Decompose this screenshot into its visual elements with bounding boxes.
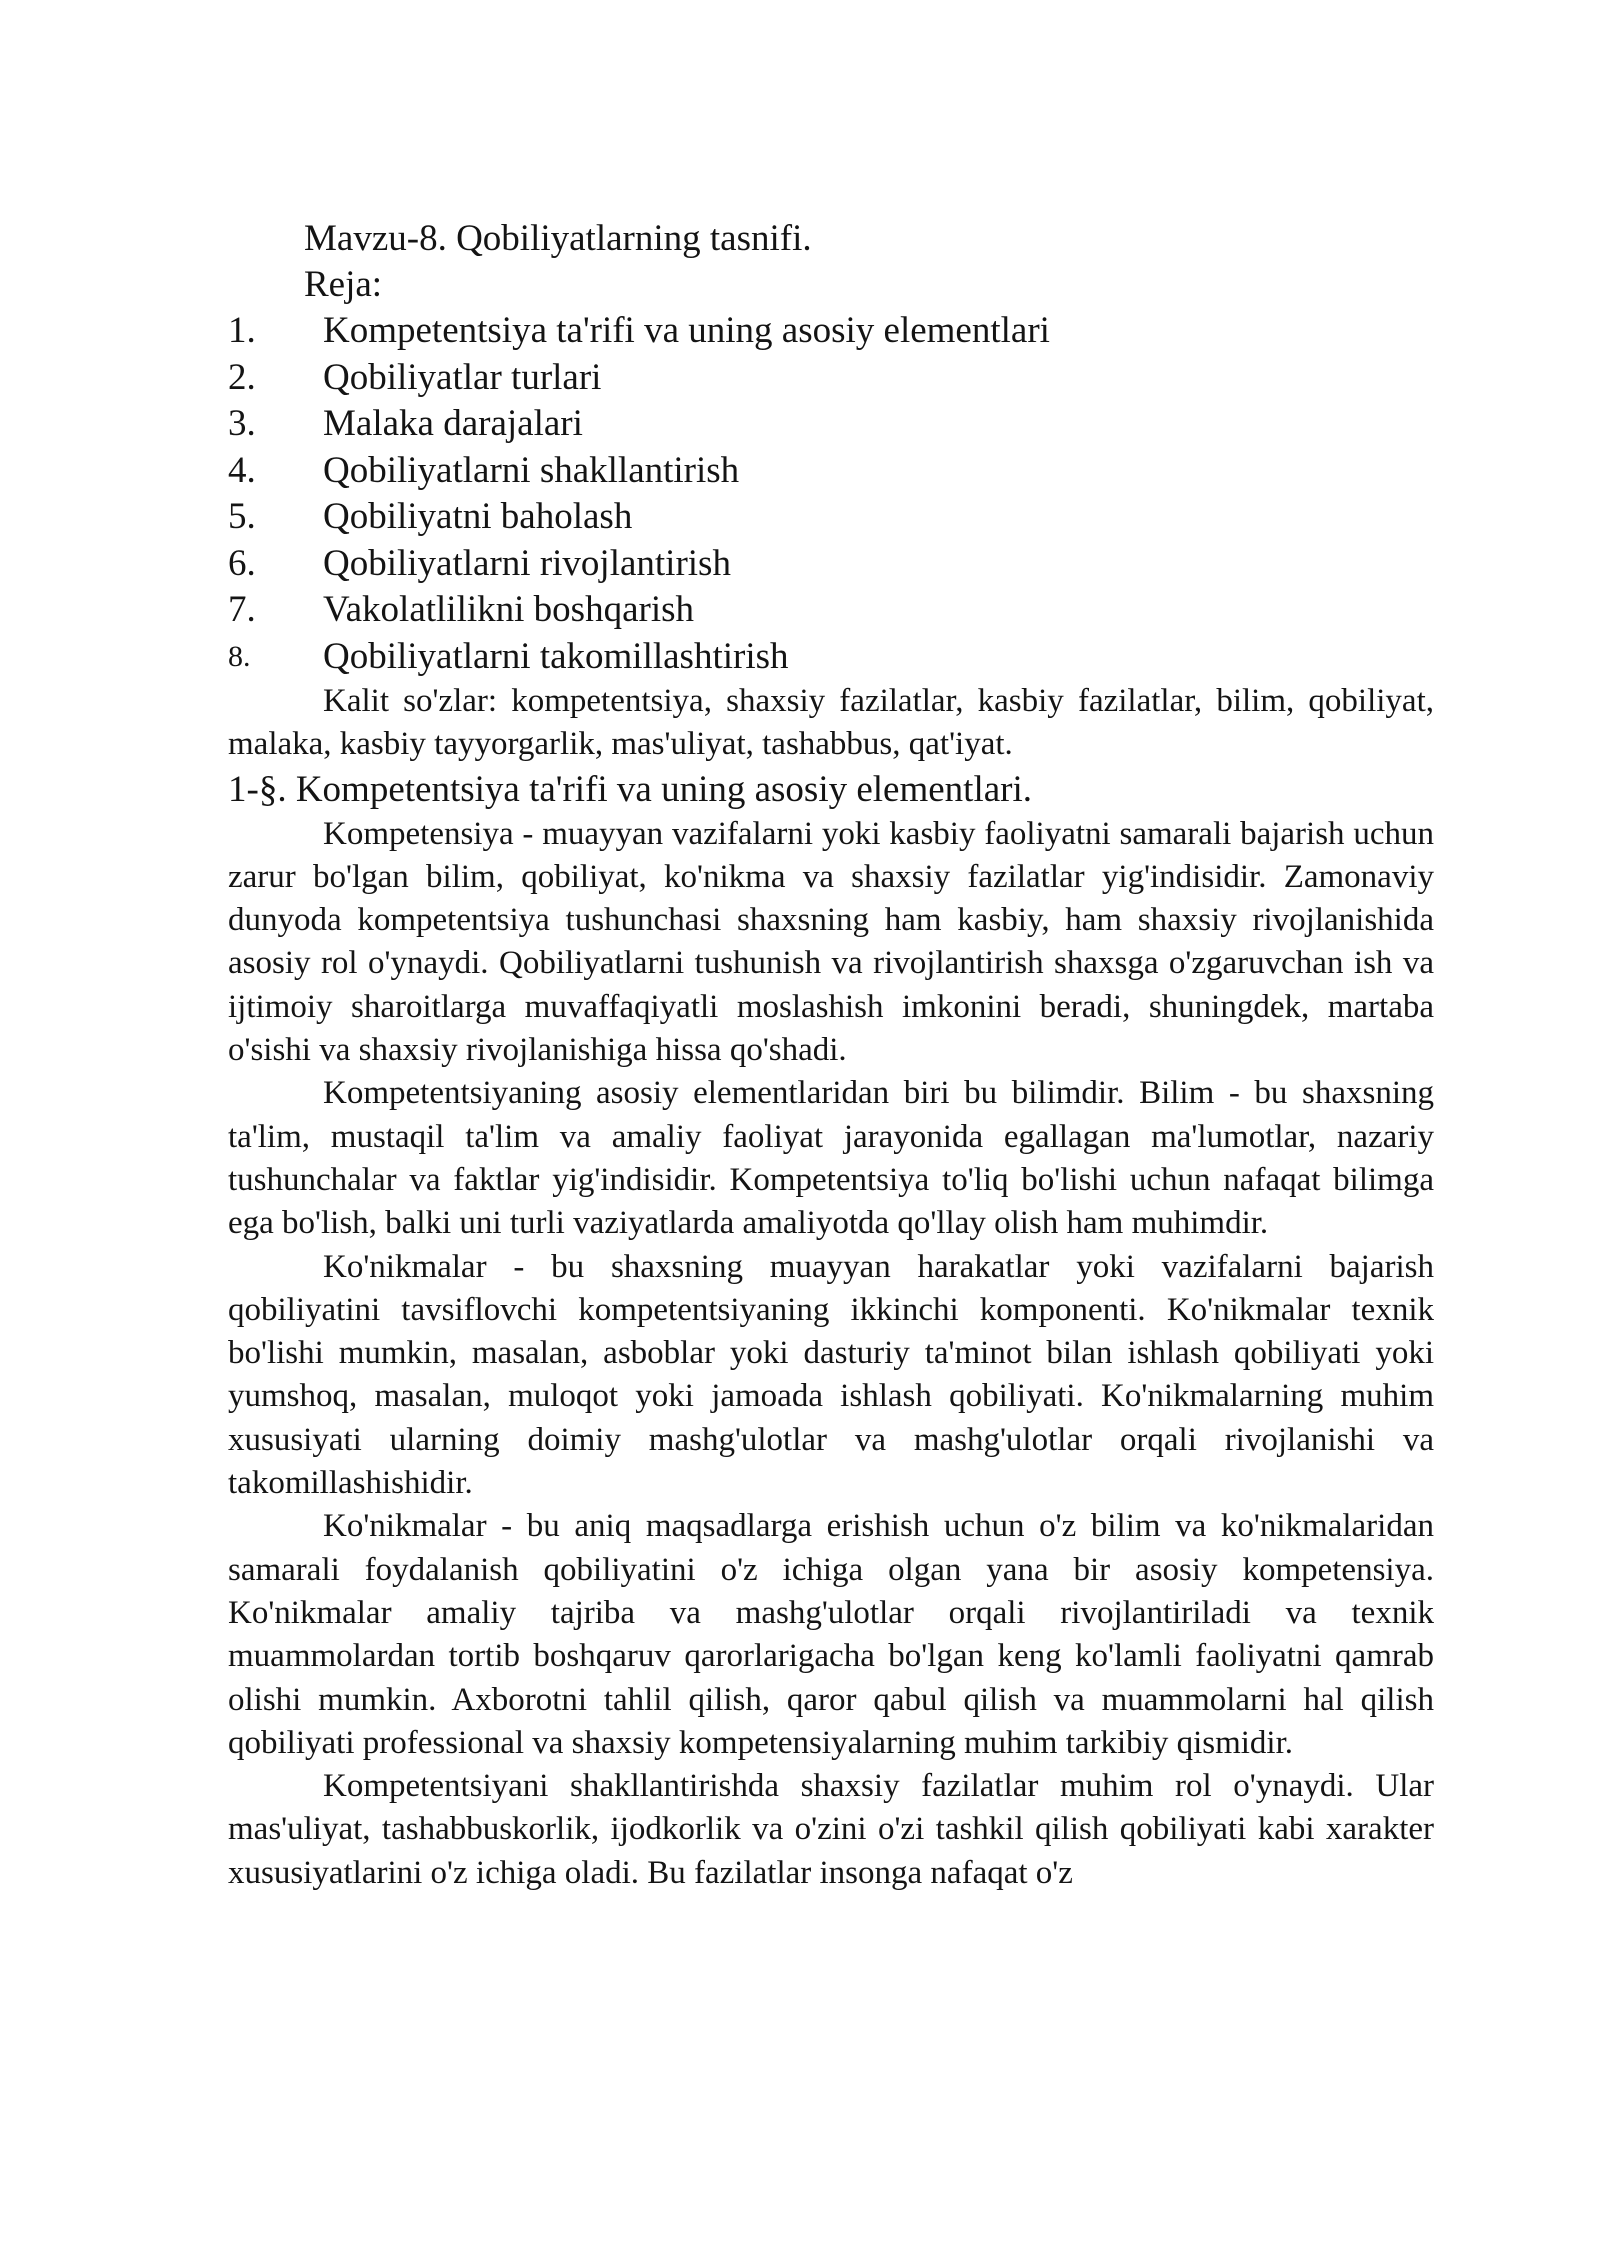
plan-item-number: 1. (228, 310, 256, 351)
plan-item-number: 4. (228, 449, 256, 491)
plan-item-text: Malaka darajalari (323, 403, 583, 444)
plan-item-text: Qobiliyatni baholash (323, 496, 633, 537)
plan-item-number: 8. (228, 639, 251, 673)
plan-list (228, 308, 1434, 680)
plan-item-text: Qobiliyatlarni takomillashtirish (323, 635, 789, 677)
keywords-paragraph: Kalit so'zlar: kompetentsiya, shaxsiy fazilatlar, kasbiy fazilatlar, bilim, qobiliyat, malaka, kasbiy tayyorgarlik, mas'uliyat, tashabbus, qat'iyat. (228, 683, 1434, 763)
plan-item-text: Qobiliyatlarni shakllantirish (323, 449, 740, 491)
topic-title: Mavzu-8. Qobiliyatlarning tasnifi. (304, 218, 812, 259)
body-paragraph: Ko'nikmalar - bu aniq maqsadlarga erishish uchun o'z bilim va ko'nikmalaridan samarali foydalanish qobiliyatini o'z ichiga olgan yana bir asosiy kompetensiya. Ko'nikmalar amaliy tajriba va mashg'ulotlar orqali rivojlantiriladi va texnik muammolardan tortib boshqaruv qarorlarigacha bo'lgan keng ko'lamli faoliyatni qamrab olishi mumkin. Axborotni tahlil qilish, qaror qabul qilish va muammolarni hal qilish qobiliyati professional va shaxsiy kompetensiyalarning muhim tarkibiy qismidir. (228, 1508, 1434, 1761)
plan-item-number: 7. (228, 589, 256, 630)
body-paragraph: Kompetentsiyaning asosiy elementlaridan biri bu bilimdir. Bilim - bu shaxsning ta'lim, mustaqil ta'lim va amaliy faoliyat jarayonida egallagan ma'lumotlar, nazariy tushunchalar va faktlar yig'indisidir. Kompetentsiya to'liq bo'lishi uchun nafaqat bilimga ega bo'lish, balki uni turli vaziyatlarda amaliyotda qo'llay olish ham muhimdir. (228, 1075, 1434, 1242)
plan-item-number: 2. (228, 356, 256, 398)
body-paragraph: Ko'nikmalar - bu shaxsning muayyan harakatlar yoki vazifalarni bajarish qobiliyatini tavsiflovchi kompetentsiyaning ikkinchi komponenti. Ko'nikmalar texnik bo'lishi mumkin, masalan, asboblar yoki dasturiy ta'minot bilan ishlash qobiliyati yoki yumshoq, masalan, muloqot yoki jamoada ishlash qobiliyati. Ko'nikmalarning muhim xususiyati ularning doimiy mashg'ulotlar va mashg'ulotlar orqali rivojlanishi va takomillashishidir. (228, 1248, 1434, 1502)
plan-item-text: Kompetentsiya ta'rifi va uning asosiy elementlari (323, 310, 1050, 351)
document-page (228, 216, 1434, 1895)
plan-item (228, 541, 1434, 588)
plan-item (228, 308, 1434, 355)
plan-item (228, 634, 1434, 681)
body-paragraph: Kompetentsiyani shakllantirishda shaxsiy fazilatlar muhim rol o'ynaydi. Ular mas'uliyat, tashabbuskorlik, ijodkorlik va o'zini o'zi tashkil qilish qobiliyati kabi xarakter xususiyatlarini o'z ichiga oladi. Bu fazilatlar insonga nafaqat o'z (228, 1768, 1434, 1891)
plan-item-text: Vakolatlilikni boshqarish (323, 589, 694, 630)
plan-item-number: 3. (228, 403, 256, 444)
plan-label: Reja: (304, 264, 383, 305)
plan-item (228, 401, 1434, 448)
plan-item (228, 494, 1434, 541)
plan-item-number: 6. (228, 542, 256, 584)
plan-item (228, 448, 1434, 495)
plan-item-number: 5. (228, 496, 256, 537)
plan-item (228, 587, 1434, 634)
plan-item-text: Qobiliyatlar turlari (323, 356, 602, 398)
plan-item (228, 355, 1434, 402)
body-paragraph: Kompetensiya - muayyan vazifalarni yoki kasbiy faoliyatni samarali bajarish uchun zarur bo'lgan bilim, qobiliyat, ko'nikma va shaxsiy fazilatlar yig'indisidir. Zamonaviy dunyoda kompetentsiya tushunchasi shaxsning ham kasbiy, ham shaxsiy rivojlanishida asosiy rol o'ynaydi. Qobiliyatlarni tushunish va rivojlantirish shaxsga o'zgaruvchan ish va ijtimoiy sharoitlarga muvaffaqiyatli moslashish imkonini beradi, shuningdek, martaba o'sishi va shaxsiy rivojlanishiga hissa qo'shadi. (228, 815, 1434, 1069)
plan-item-text: Qobiliyatlarni rivojlantirish (323, 542, 731, 584)
section-heading: 1-§. Kompetentsiya ta'rifi va uning asosiy elementlari. (228, 768, 1033, 810)
